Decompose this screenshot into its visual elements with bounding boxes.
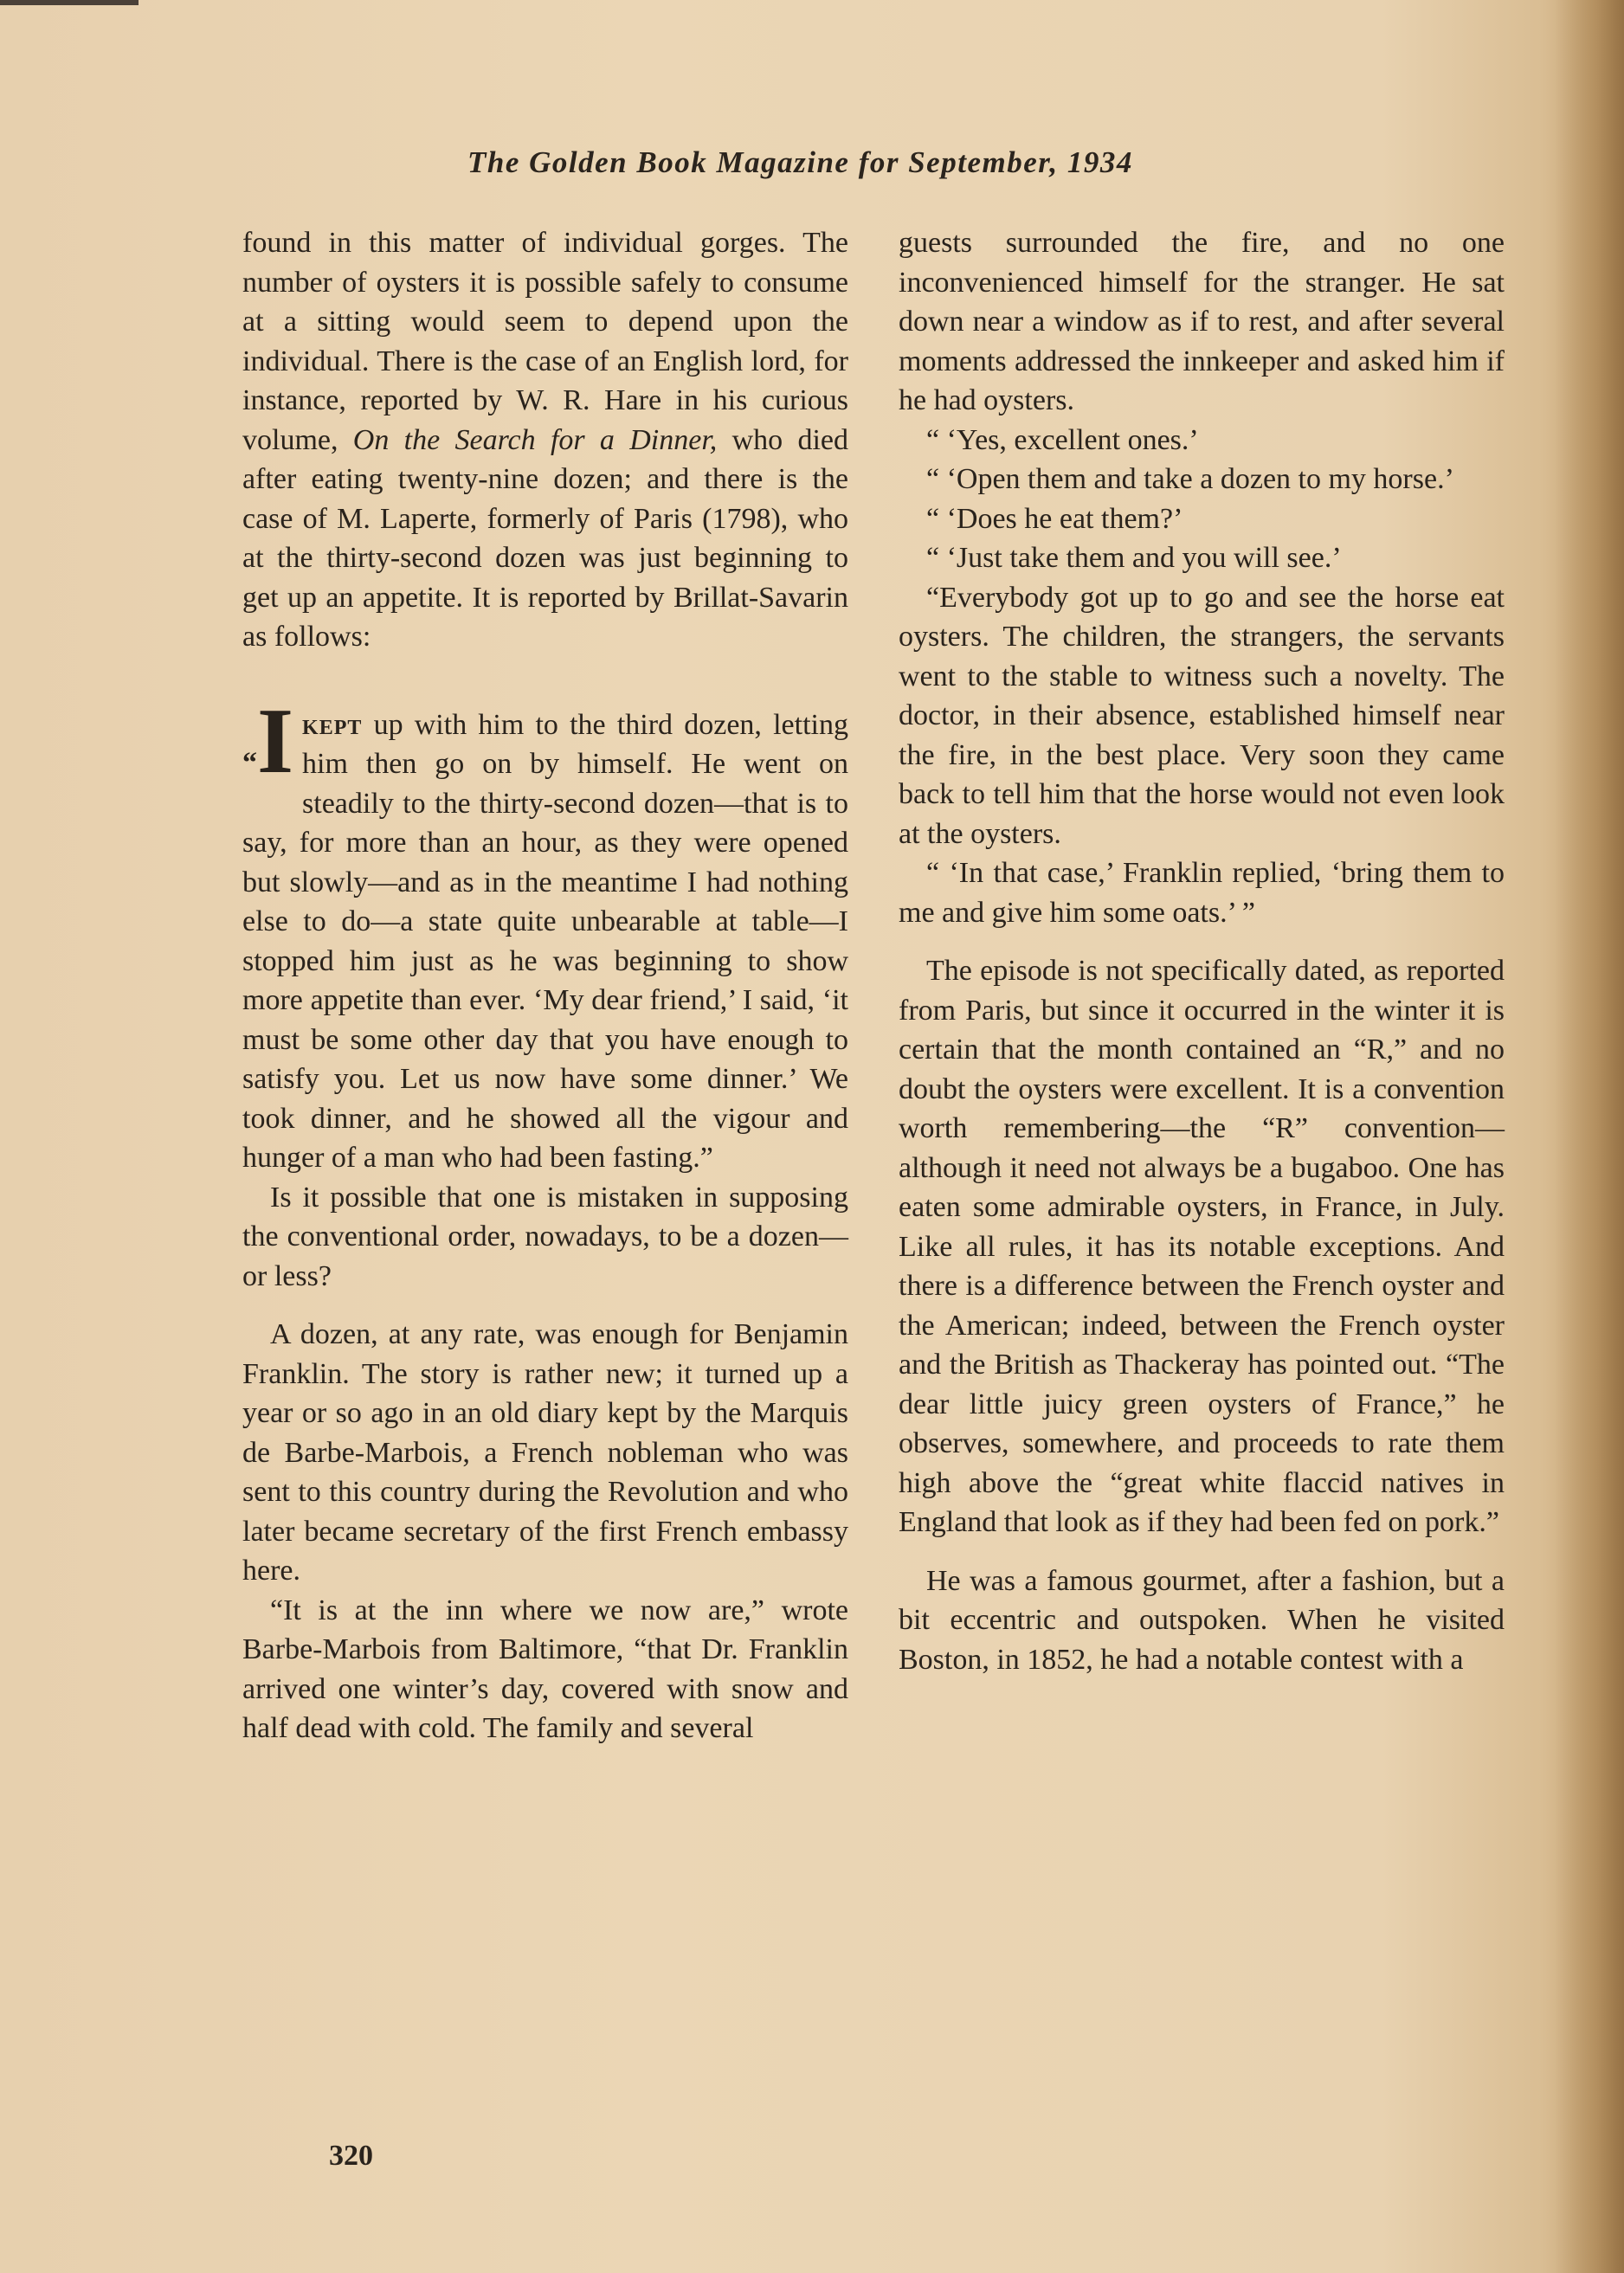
page-number: 320: [329, 2140, 373, 2172]
left-paragraph-1: [242, 223, 848, 657]
left-paragraph-3: Is it possible that one is mistaken in supposing the conventional order, nowadays, to be a dozen—or less?: [242, 1181, 848, 1292]
right-paragraph-3: “ ‘Open them and take a dozen to my horse.’: [926, 463, 1454, 495]
left-paragraph-5: “It is at the inn where we now are,” wrote Barbe-Marbois from Baltimore, “that Dr. Franklin arrived one winter’s day, covered with snow and half dead with cold. The family and several: [242, 1594, 848, 1744]
right-paragraph-4: “ ‘Does he eat them?’: [926, 502, 1183, 535]
left-paragraph-4: A dozen, at any rate, was enough for Benjamin Franklin. The story is rather new; it turned up a year or so ago in an old diary kept by the Marquis de Barbe-Marbois, a French nobleman who was sent to this country during the Revolution and who later became secretary of the first French embassy here.: [242, 1318, 848, 1587]
left-column: [242, 223, 848, 1748]
running-head: The Golden Book Magazine for September, 1934: [467, 145, 1133, 179]
quote-text: up with him to the third dozen, letting him then go on by himself. He went on steadily to the thirty-second dozen—that is to say, for more than an hour, as they were opened but slowly—and as in the meantime I had nothing else to do—a state quite unbearable at table—I stopped him just as he was beginning to show more appetite than ever. ‘My dear friend,’ I said, ‘it must be some other day that you have enough to satisfy you. Let us now have some dinner.’ We took dinner, and he showed all the vigour and hunger of a man who had been fasting.”: [242, 708, 848, 1174]
right-paragraph-1: guests surrounded the fire, and no one inconvenienced himself for the stranger. He sat down near a window as if to rest, and after several moments addressed the innkeeper and asked him if he had oysters.: [899, 227, 1505, 416]
small-caps-word: kept: [302, 708, 363, 741]
right-paragraph-6: “Everybody got up to go and see the horse eat oysters. The children, the strangers, the servants went to the stable to witness such a novelty. The doctor, in their absence, established himself near the fire, in the best place. Very soon they came back to tell him that the horse would not even look at the oysters.: [899, 581, 1505, 850]
right-paragraph-2: “ ‘Yes, excellent ones.’: [926, 423, 1199, 456]
binding-shadow: [1555, 0, 1624, 2273]
right-column: [899, 223, 1505, 1679]
paragraph-text: who died after eating twenty-nine dozen; and there is the case of M. Laperte, formerly of Paris (1798), who at the thirty-second dozen was just beginning to get up an appetite. It is reported by Brillat-Savarin as follows:: [242, 423, 848, 653]
block-quote: [242, 689, 848, 1178]
right-paragraph-8: The episode is not specifically dated, as reported from Paris, but since it occurred in the winter it is certain that the month contained an “R,” and no doubt the oysters were excellent. It is a convention worth remembering—the “R” convention—although it need not always be a bugaboo. One has eaten some admirable oysters, in France, in July. Like all rules, it has its notable exceptions. And there is a difference between the French oyster and the American; indeed, between the French oyster and the British as Thackeray has pointed out. “The dear little juicy green oysters of France,” he observes, somewhere, and proceeds to rate them high above the “great white flaccid natives in England that look as if they had been fed on pork.”: [899, 955, 1505, 1538]
right-paragraph-9: He was a famous gourmet, after a fashion, but a bit eccentric and outspoken. When he visited Boston, in 1852, he had a notable contest with a: [899, 1564, 1505, 1676]
drop-cap-letter: I: [257, 689, 294, 793]
book-title: On the Search for a Dinner,: [352, 423, 718, 456]
paragraph-text: found in this matter of individual gorges. The number of oysters it is possible safely to consume at a sitting would seem to depend upon the individual. There is the case of an English lord, for instance, reported by W. R. Hare in his curious volume,: [242, 227, 848, 456]
right-paragraph-5: “ ‘Just take them and you will see.’: [926, 542, 1342, 574]
quote-open-mark: “: [242, 746, 257, 779]
right-paragraph-7: “ ‘In that case,’ Franklin replied, ‘bring them to me and give him some oats.’ ”: [899, 857, 1505, 929]
drop-cap: [242, 689, 294, 798]
top-edge-mark: [0, 0, 139, 5]
